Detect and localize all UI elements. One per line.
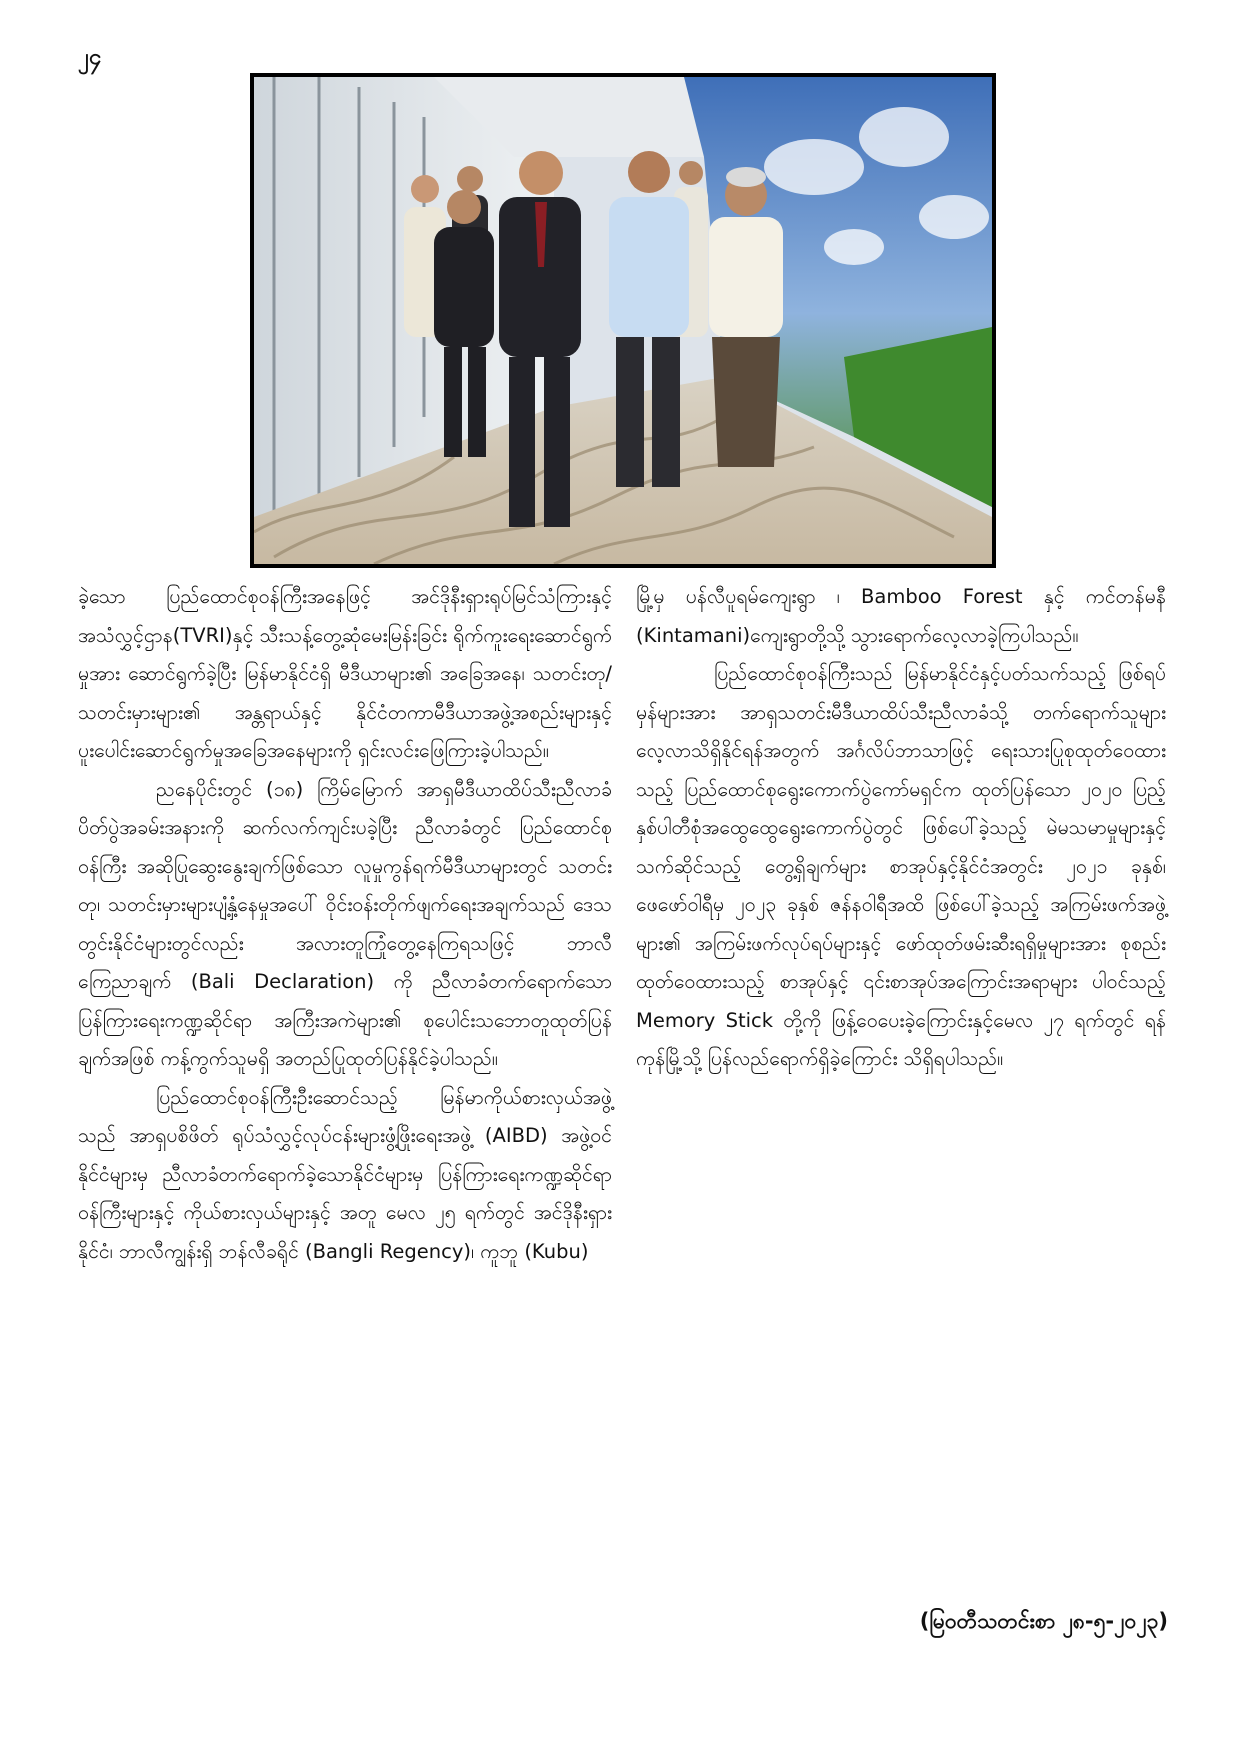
right-text-column: [636, 578, 1166, 1079]
page-number: ၂၄: [78, 45, 102, 70]
right-paragraph-2: ပြည်ထောင်စုဝန်ကြီးသည် မြန်မာနိုင်ငံနှင့်ပတ်သက်သည့် ဖြစ်ရပ်မှန်များအား အာရှသတင်းမီဒီယာထိပ်သီးညီလာခံသို့ တက်ရောက်သူများ လေ့လာသိရှိနိုင်ရန်အတွက် အင်္ဂလိပ်ဘာသာဖြင့် ရေးသားပြုစုထုတ်ဝေထားသည့် ပြည်ထောင်စုရွေးကောက်ပွဲကော်မရှင်က ထုတ်ပြန်သော ၂၀၂၀ ပြည့်နှစ်ပါတီစုံအထွေထွေရွေးကောက်ပွဲတွင် ဖြစ်ပေါ်ခဲ့သည့် မဲမသမာမှုများနှင့် သက်ဆိုင်သည့် တွေ့ရှိချက်များ စာအုပ်နှင့်နိုင်ငံအတွင်း ၂၀၂၁ ခုနှစ်၊ ဖေဖော်ဝါရီမှ ၂၀၂၃ ခုနှစ် ဇန်နဝါရီအထိ ဖြစ်ပေါ်ခဲ့သည့် အကြမ်းဖက်အဖွဲ့များ၏ အကြမ်းဖက်လုပ်ရပ်များနှင့် ဖော်ထုတ်ဖမ်းဆီးရရှိမှုများအား စုစည်းထုတ်ဝေထားသည့် စာအုပ်နှင့် ၎င်းစာအုပ်အကြောင်းအရာများ ပါဝင်သည့် Memory Stick တို့ကို ဖြန့်ဝေပေးခဲ့ကြောင်းနှင့်မေလ ၂၇ ရက်တွင် ရန်ကုန်မြို့သို့ ပြန်လည်ရောက်ရှိခဲ့ကြောင်း သိရှိရပါသည်။: [636, 662, 1166, 1070]
left-paragraph-1: ခဲ့သော ပြည်ထောင်စုဝန်ကြီးအနေဖြင့် အင်ဒိုနီးရှားရုပ်မြင်သံကြားနှင့် အသံလွှင့်ဌာန(TVRI)နှင့် သီးသန့်တွေ့ဆုံမေးမြန်းခြင်း ရိုက်ကူးရေးဆောင်ရွက်မှုအား ဆောင်ရွက်ခဲ့ပြီး မြန်မာနိုင်ငံရှိ မီဒီယာများ၏ အခြေအနေ၊ သတင်းတု/ သတင်းမှားများ၏ အန္တရာယ်နှင့် နိုင်ငံတကာမီဒီယာအဖွဲ့အစည်းများနှင့် ပူးပေါင်းဆောင်ရွက်မှုအခြေအနေများကို ရှင်းလင်းဖြေကြားခဲ့ပါသည်။: [78, 585, 612, 762]
left-paragraph-2: ညနေပိုင်းတွင် (၁၈) ကြိမ်မြောက် အာရှမီဒီယာထိပ်သီးညီလာခံပိတ်ပွဲအခမ်းအနားကို ဆက်လက်ကျင်းပခဲ့ပြီး ညီလာခံတွင် ပြည်ထောင်စုဝန်ကြီး အဆိုပြုဆွေးနွေးချက်ဖြစ်သော လူမှုကွန်ရက်မီဒီယာများတွင် သတင်းတု၊ သတင်းမှားများပျံ့နှံ့နေမှုအပေါ် ဝိုင်းဝန်းတိုက်ဖျက်ရေးအချက်သည် ဒေသတွင်းနိုင်ငံများတွင်လည်း အလားတူကြုံတွေ့နေကြရသဖြင့် ဘာလီကြေညာချက် (Bali Declaration) ကို ညီလာခံတက်ရောက်သော ပြန်ကြားရေးကဏ္ဍဆိုင်ရာ အကြီးအကဲများ၏ စုပေါင်းသဘောတူထုတ်ပြန်ချက်အဖြစ် ကန့်ကွက်သူမရှိ အတည်ပြုထုတ်ပြန်နိုင်ခဲ့ပါသည်။: [78, 777, 612, 1070]
left-text-column: [78, 578, 612, 1271]
officials-walking-corridor-photo: [250, 73, 996, 568]
right-paragraph-1: မြို့မှ ပန်လီပူရမ်ကျေးရွာ ၊ Bamboo Forest နှင့် ကင်တန်မနီ (Kintamani)ကျေးရွာတို့သို့ သွားရောက်လေ့လာခဲ့ကြပါသည်။: [636, 585, 1166, 647]
source-citation: (မြဝတီသတင်းစာ ၂၈-၅-၂၀၂၃): [919, 1609, 1168, 1633]
left-paragraph-3: ပြည်ထောင်စုဝန်ကြီးဦးဆောင်သည့် မြန်မာကိုယ်စားလှယ်အဖွဲ့သည် အာရှပစိဖိတ် ရုပ်သံလွှင့်လုပ်ငန်းများဖွံ့ဖြိုးရေးအဖွဲ့ (AIBD) အဖွဲ့ဝင်နိုင်ငံများမှ ညီလာခံတက်ရောက်ခဲ့သောနိုင်ငံများမှ ပြန်ကြားရေးကဏ္ဍဆိုင်ရာဝန်ကြီးများနှင့် ကိုယ်စားလှယ်များနှင့် အတူ မေလ ၂၅ ရက်တွင် အင်ဒိုနီးရှားနိုင်ငံ၊ ဘာလီကျွန်းရှိ ဘန်လီခရိုင် (Bangli Regency)၊ ကူဘူ (Kubu): [78, 1085, 612, 1263]
photo-illustration: [254, 77, 992, 564]
